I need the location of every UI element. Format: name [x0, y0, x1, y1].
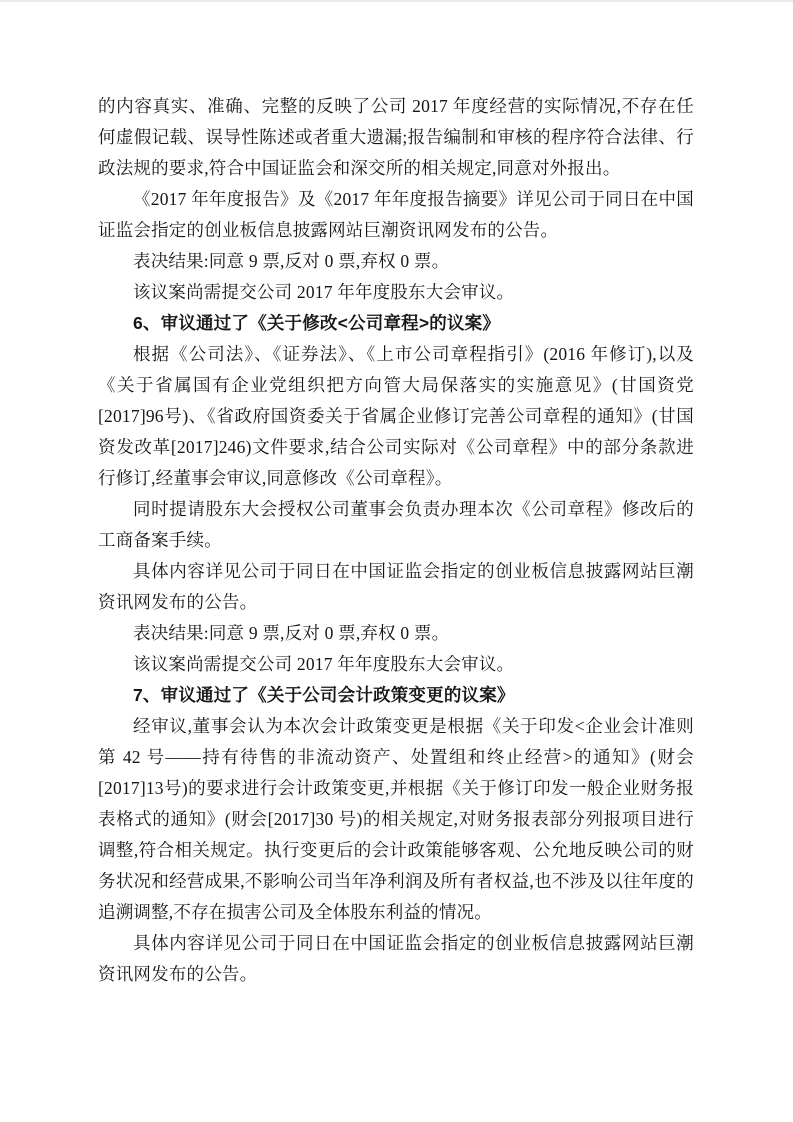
document-content [98, 91, 694, 990]
scan-edge-line [0, 0, 793, 2]
body-paragraph: 经审议,董事会认为本次会计政策变更是根据《关于印发<企业会计准则第 42 号——持有待售的非流动资产、处置组和终止经营>的通知》(财会[2017]13号)的要求进行会计政策变更,并根据《关于修订印发一般企业财务报表格式的通知》(财会[2017]30 号)的相关规定,对财务报表部分列报项目进行调整,符合相关规定。执行变更后的会计政策能够客观、公允地反映公司的财务状况和经营成果,不影响公司当年净利润及所有者权益,也不涉及以往年度的追溯调整,不存在损害公司及全体股东利益的情况。 [98, 716, 694, 922]
body-paragraph: 该议案尚需提交公司 2017 年年度股东大会审议。 [133, 654, 515, 674]
section-heading: 7、审议通过了《关于公司会计政策变更的议案》 [133, 685, 515, 705]
body-paragraph: 该议案尚需提交公司 2017 年年度股东大会审议。 [133, 282, 515, 302]
body-paragraph: 《2017 年年度报告》及《2017 年年度报告摘要》详见公司于同日在中国证监会指定的创业板信息披露网站巨潮资讯网发布的公告。 [98, 189, 694, 240]
body-paragraph: 具体内容详见公司于同日在中国证监会指定的创业板信息披露网站巨潮资讯网发布的公告。 [98, 561, 694, 612]
body-paragraph: 具体内容详见公司于同日在中国证监会指定的创业板信息披露网站巨潮资讯网发布的公告。 [98, 933, 694, 984]
body-paragraph: 的内容真实、准确、完整的反映了公司 2017 年度经营的实际情况,不存在任何虚假记载、误导性陈述或者重大遗漏;报告编制和审核的程序符合法律、行政法规的要求,符合中国证监会和深交所的相关规定,同意对外报出。 [98, 96, 694, 178]
body-paragraph: 表决结果:同意 9 票,反对 0 票,弃权 0 票。 [133, 623, 450, 643]
section-heading: 6、审议通过了《关于修改<公司章程>的议案》 [133, 313, 501, 333]
body-paragraph: 同时提请股东大会授权公司董事会负责办理本次《公司章程》修改后的工商备案手续。 [98, 499, 694, 550]
body-paragraph: 表决结果:同意 9 票,反对 0 票,弃权 0 票。 [133, 251, 450, 271]
body-paragraph: 根据《公司法》、《证券法》、《上市公司章程指引》(2016 年修订),以及《关于省属国有企业党组织把方向管大局保落实的实施意见》(甘国资党[2017]96号)、《省政府国资委关于省属企业修订完善公司章程的通知》(甘国资发改革[2017]246)文件要求,结合公司实际对《公司章程》中的部分条款进行修订,经董事会审议,同意修改《公司章程》。 [98, 344, 694, 488]
